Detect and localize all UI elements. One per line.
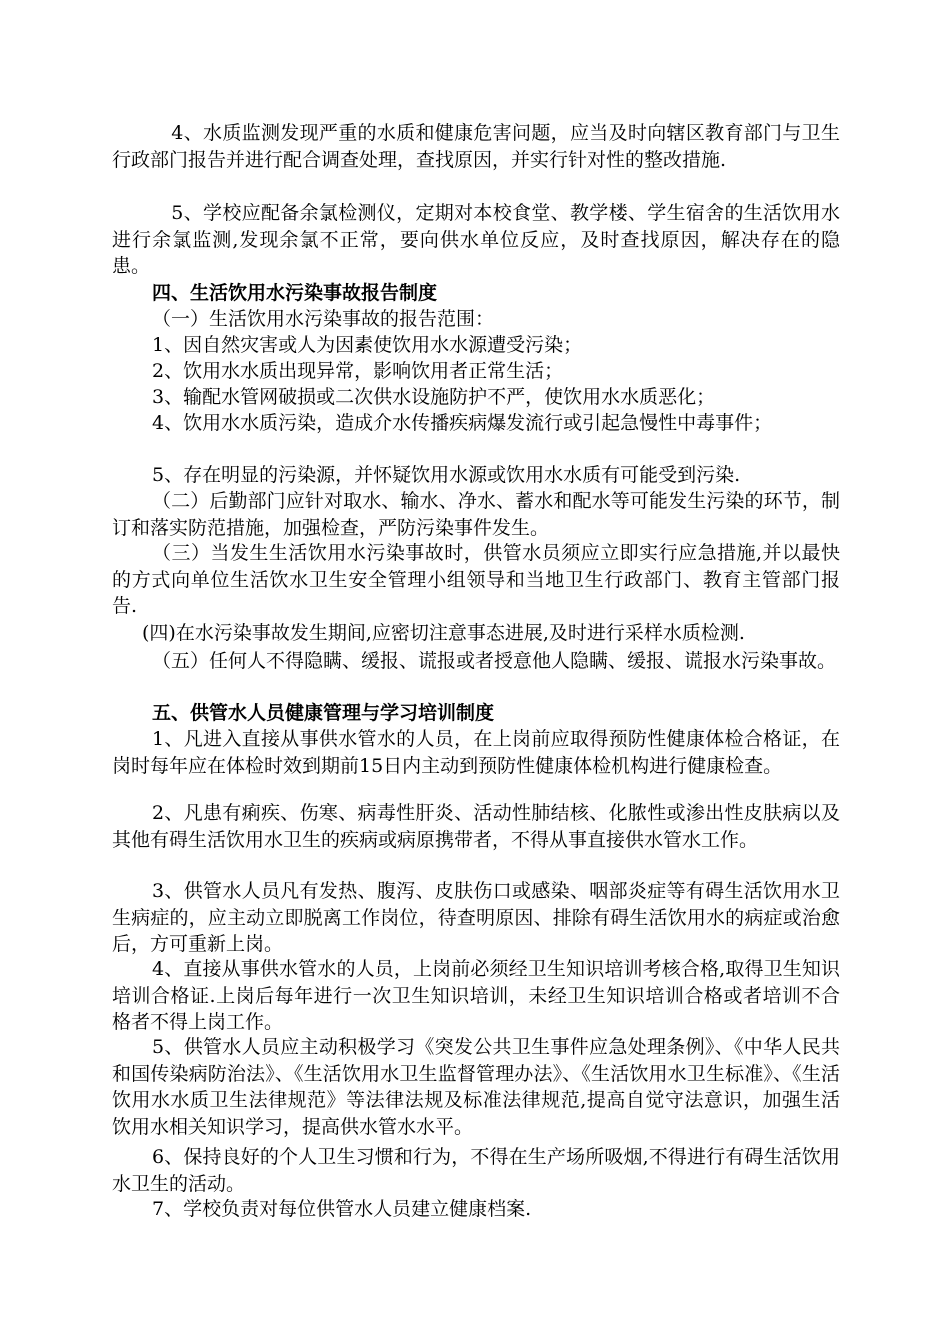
list-item-1: 1、因自然灾害或人为因素使饮用水水源遭受污染； [152, 334, 583, 356]
list-item-2: 2、饮用水水质出现异常，影响饮用者正常生活； [152, 360, 564, 382]
paragraph-chlorine-detection: 5、学校应配备余氯检测仪，定期对本校食堂、教学楼、学生宿舍的生活饮用水进行余氯监测,发现余氯不正常，要向供水单位反应，及时查找原因，解决存在的隐患。 [112, 202, 840, 277]
paragraph-sampling: (四)在水污染事故发生期间,应密切注意事态进展,及时进行采样水质检测. [142, 622, 745, 644]
health-rule-4: 4、直接从事供水管水的人员，上岗前必须经卫生知识培训考核合格,取得卫生知识培训合格证.上岗后每年进行一次卫生知识培训，未经卫生知识培训合格或者培训不合格者不得上岗工作。 [112, 958, 840, 1033]
paragraph-no-concealment: （五）任何人不得隐瞒、缓报、谎报或者授意他人隐瞒、缓报、谎报水污染事故。 [152, 650, 837, 672]
health-rule-7: 7、学校负责对每位供管水人员建立健康档案. [152, 1198, 532, 1220]
health-rule-1: 1、凡进入直接从事供水管水的人员，在上岗前应取得预防性健康体检合格证，在岗时每年应在体检时效到期前15日内主动到预防性健康体检机构进行健康检查。 [112, 728, 840, 777]
section-heading-4: 四、生活饮用水污染事故报告制度 [152, 282, 438, 304]
section-heading-5: 五、供管水人员健康管理与学习培训制度 [152, 702, 495, 724]
health-rule-2: 2、凡患有痢疾、伤寒、病毒性肝炎、活动性肺结核、化脓性或渗出性皮肤病以及其他有碍生活饮用水卫生的疾病或病原携带者，不得从事直接供水管水工作。 [112, 802, 840, 851]
health-rule-3: 3、供管水人员凡有发热、腹泻、皮肤伤口或感染、咽部炎症等有碍生活饮用水卫生病症的，应主动立即脱离工作岗位，待查明原因、排除有碍生活饮用水的病症或治愈后，方可重新上岗。 [112, 880, 840, 955]
list-item-3: 3、输配水管网破损或二次供水设施防护不严，使饮用水水质恶化； [152, 386, 716, 408]
list-item-5: 5、存在明显的污染源，并怀疑饮用水源或饮用水水质有可能受到污染. [152, 464, 741, 486]
paragraph-water-monitoring-report: 4、水质监测发现严重的水质和健康危害问题，应当及时向辖区教育部门与卫生行政部门报告并进行配合调查处理，查找原因，并实行针对性的整改措施. [112, 122, 840, 171]
health-rule-6: 6、保持良好的个人卫生习惯和行为，不得在生产场所吸烟,不得进行有碍生活饮用水卫生的活动。 [112, 1146, 840, 1195]
health-rule-5: 5、供管水人员应主动积极学习《突发公共卫生事件应急处理条例》、《中华人民共和国传染病防治法》、《生活饮用水卫生监督管理办法》、《生活饮用水卫生标准》、《生活饮用水水质卫生法律规范》等法律法规及标准法律规范,提高自觉守法意识，加强生活饮用水相关知识学习，提高供水管水水平。 [112, 1036, 840, 1138]
paragraph-logistics: （二）后勤部门应针对取水、输水、净水、蓄水和配水等可能发生污染的环节，制订和落实防范措施，加强检查，严防污染事件发生。 [112, 490, 840, 539]
paragraph-emergency: （三）当发生生活饮用水污染事故时，供管水员须应立即实行应急措施,并以最快的方式向单位生活饮水卫生安全管理小组领导和当地卫生行政部门、教育主管部门报告. [112, 542, 840, 617]
list-item-4: 4、饮用水水质污染，造成介水传播疾病爆发流行或引起急慢性中毒事件； [152, 412, 773, 434]
paragraph-report-scope: （一）生活饮用水污染事故的报告范围： [152, 308, 495, 330]
